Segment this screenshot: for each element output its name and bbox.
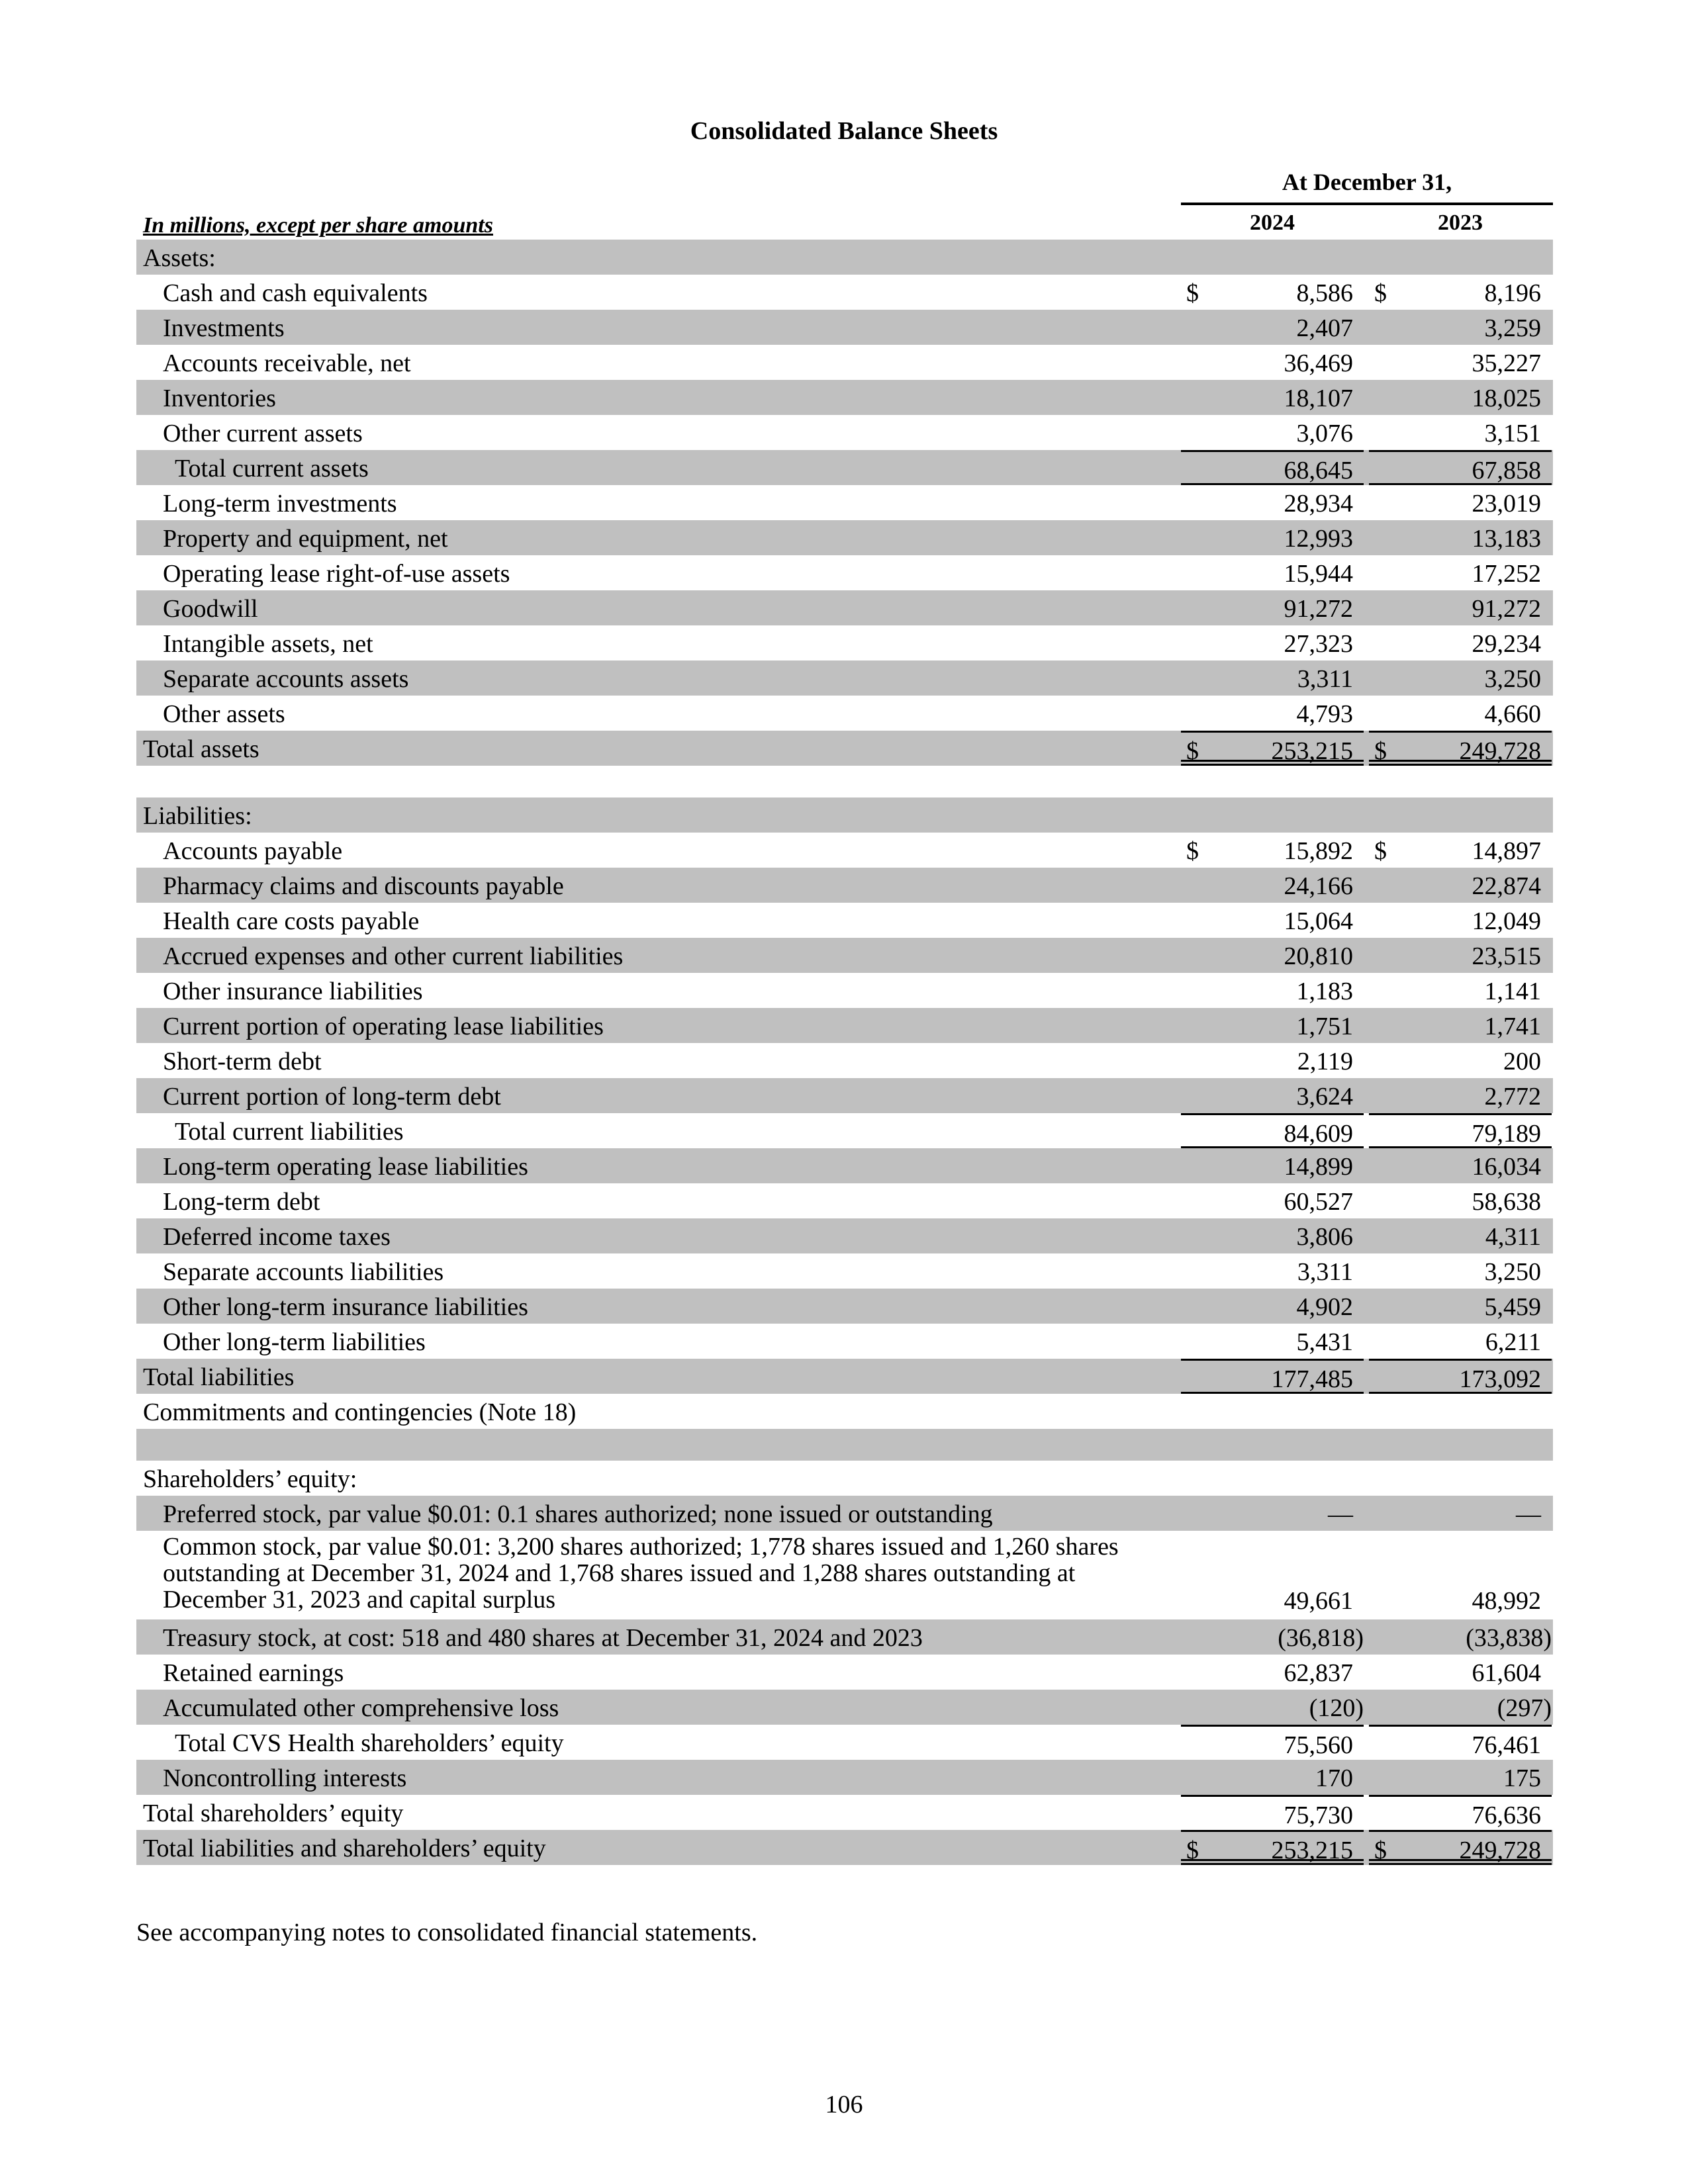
value-2023: 1,741 — [1484, 1013, 1541, 1040]
value-cell-2024 — [1181, 1148, 1364, 1183]
value-2024: 170 — [1315, 1764, 1353, 1792]
row-label: Short-term debt — [163, 1048, 322, 1075]
value-2024: 84,609 — [1284, 1120, 1353, 1148]
value-2024: 24,166 — [1284, 872, 1353, 900]
value-cell-2024 — [1181, 310, 1364, 345]
value-2023: 91,272 — [1472, 595, 1541, 623]
value-2023: 67,858 — [1472, 457, 1541, 484]
table-body — [136, 240, 1553, 1865]
table-row — [136, 696, 1553, 731]
value-2024: 1,751 — [1296, 1013, 1353, 1040]
value-2024: 18,107 — [1284, 385, 1353, 412]
table-row — [136, 625, 1553, 660]
value-2024: 15,064 — [1284, 907, 1353, 935]
value-2023: 29,234 — [1472, 630, 1541, 658]
table-row — [136, 1008, 1553, 1043]
value-2024: 12,993 — [1284, 525, 1353, 553]
value-2023: 35,227 — [1472, 349, 1541, 377]
row-label: Goodwill — [163, 595, 258, 623]
row-label: Assets: — [143, 244, 216, 272]
value-cell-2023 — [1369, 1760, 1552, 1795]
currency-symbol: $ — [1186, 837, 1199, 865]
value-cell-2024 — [1181, 1531, 1364, 1619]
row-label: Cash and cash equivalents — [163, 279, 428, 307]
value-2023: 3,259 — [1484, 314, 1541, 342]
value-cell-2024 — [1181, 520, 1364, 555]
value-2023: 14,897 — [1472, 837, 1541, 865]
value-cell-2023 — [1369, 1113, 1552, 1148]
value-2023: 22,874 — [1472, 872, 1541, 900]
spacer-row — [136, 766, 1553, 797]
value-cell-2024 — [1181, 485, 1364, 520]
row-label: Total current assets — [175, 455, 369, 482]
row-label: Liabilities: — [143, 802, 252, 830]
table-row — [136, 1496, 1553, 1531]
row-label: Investments — [163, 314, 285, 342]
value-cell-2023 — [1369, 1690, 1552, 1725]
table-row — [136, 660, 1553, 696]
value-2023: 13,183 — [1472, 525, 1541, 553]
currency-symbol: $ — [1186, 737, 1199, 765]
table-row — [136, 797, 1553, 833]
row-label: Retained earnings — [163, 1659, 344, 1687]
value-cell-2024 — [1181, 345, 1364, 380]
currency-symbol: $ — [1374, 837, 1387, 865]
value-cell-2024 — [1181, 415, 1364, 450]
value-cell-2024 — [1181, 1795, 1364, 1830]
value-2023: 8,196 — [1484, 279, 1541, 307]
value-cell-2023 — [1369, 938, 1552, 973]
table-row — [136, 1760, 1553, 1795]
value-cell-2024 — [1181, 731, 1364, 766]
value-2023: 5,459 — [1484, 1293, 1541, 1321]
value-cell-2023 — [1369, 1078, 1552, 1113]
table-row — [136, 1394, 1553, 1429]
table-row — [136, 590, 1553, 625]
table-row — [136, 1795, 1553, 1830]
value-cell-2024 — [1181, 1655, 1364, 1690]
value-2024: 60,527 — [1284, 1188, 1353, 1216]
value-2023: 16,034 — [1472, 1153, 1541, 1181]
value-cell-2023 — [1369, 1183, 1552, 1218]
value-cell-2023 — [1369, 1253, 1552, 1289]
value-cell-2024 — [1181, 1043, 1364, 1078]
value-2024: 1,183 — [1296, 978, 1353, 1005]
row-label: Intangible assets, net — [163, 630, 373, 658]
value-cell-2024 — [1181, 1324, 1364, 1359]
table-row — [136, 1078, 1553, 1113]
value-2024: 14,899 — [1284, 1153, 1353, 1181]
value-2024: 8,586 — [1296, 279, 1353, 307]
row-label: Total liabilities and shareholders’ equity — [143, 1835, 546, 1862]
value-cell-2023 — [1369, 868, 1552, 903]
value-cell-2023 — [1369, 660, 1552, 696]
spacer-row — [136, 1429, 1553, 1461]
value-cell-2024 — [1181, 450, 1364, 485]
row-label: Noncontrolling interests — [163, 1764, 407, 1792]
table-row — [136, 1324, 1553, 1359]
value-2024: (36,818) — [1278, 1624, 1364, 1652]
table-row — [136, 415, 1553, 450]
row-label: Total liabilities — [143, 1363, 295, 1391]
value-2023: 3,250 — [1484, 665, 1541, 693]
value-cell-2023 — [1369, 1289, 1552, 1324]
column-header-row — [136, 205, 1553, 240]
table-row — [136, 1148, 1553, 1183]
value-2024: 27,323 — [1284, 630, 1353, 658]
value-2024: 253,215 — [1271, 737, 1353, 765]
value-2023: 2,772 — [1484, 1083, 1541, 1111]
value-2024: 20,810 — [1284, 942, 1353, 970]
value-cell-2023 — [1369, 310, 1552, 345]
value-2023: — — [1516, 1500, 1541, 1528]
table-row — [136, 973, 1553, 1008]
table-row — [136, 731, 1553, 766]
value-cell-2024 — [1181, 973, 1364, 1008]
row-label: Total assets — [143, 735, 259, 763]
value-2023: 4,660 — [1484, 700, 1541, 728]
value-2023: (33,838) — [1466, 1624, 1552, 1652]
page-number: 106 — [825, 2091, 863, 2118]
value-cell-2024 — [1181, 1830, 1364, 1865]
value-cell-2024 — [1181, 1496, 1364, 1531]
value-cell-2023 — [1369, 520, 1552, 555]
value-2023: 249,728 — [1459, 1837, 1541, 1864]
table-row — [136, 380, 1553, 415]
value-cell-2023 — [1369, 1795, 1552, 1830]
value-cell-2024 — [1181, 660, 1364, 696]
value-2024: 3,806 — [1296, 1223, 1353, 1251]
value-cell-2023 — [1369, 345, 1552, 380]
value-2024: 4,793 — [1296, 700, 1353, 728]
table-row — [136, 485, 1553, 520]
value-2024: (120) — [1309, 1694, 1364, 1722]
row-label: Deferred income taxes — [163, 1223, 391, 1251]
value-2023: 76,461 — [1472, 1731, 1541, 1759]
value-cell-2024 — [1181, 625, 1364, 660]
value-2024: 3,624 — [1296, 1083, 1353, 1111]
row-label: Inventories — [163, 385, 276, 412]
table-row — [136, 903, 1553, 938]
value-cell-2024 — [1181, 696, 1364, 731]
table-row — [136, 1113, 1553, 1148]
value-cell-2024 — [1181, 275, 1364, 310]
currency-symbol: $ — [1374, 737, 1387, 765]
value-2023: 58,638 — [1472, 1188, 1541, 1216]
currency-symbol: $ — [1374, 1837, 1387, 1864]
value-2024: 3,311 — [1297, 1258, 1353, 1286]
row-label: Accounts receivable, net — [163, 349, 411, 377]
units-label: In millions, except per share amounts — [143, 213, 493, 238]
table-row — [136, 1690, 1553, 1725]
table-row — [136, 1531, 1553, 1619]
row-label: Accounts payable — [163, 837, 343, 865]
value-cell-2023 — [1369, 625, 1552, 660]
value-cell-2023 — [1369, 1531, 1552, 1619]
row-label: Pharmacy claims and discounts payable — [163, 872, 564, 900]
row-label: Other long-term liabilities — [163, 1328, 426, 1356]
value-2024: 5,431 — [1296, 1328, 1353, 1356]
value-2023: 3,250 — [1484, 1258, 1541, 1286]
table-row — [136, 1725, 1553, 1760]
currency-symbol: $ — [1186, 279, 1199, 307]
value-2024: 15,944 — [1284, 560, 1353, 588]
value-2023: 17,252 — [1472, 560, 1541, 588]
row-label: Preferred stock, par value $0.01: 0.1 shares authorized; none issued or outstanding — [163, 1500, 993, 1528]
value-2024: 49,661 — [1284, 1587, 1353, 1615]
value-2023: 76,636 — [1472, 1801, 1541, 1829]
row-label: Separate accounts liabilities — [163, 1258, 444, 1286]
row-label: Shareholders’ equity: — [143, 1465, 357, 1493]
value-cell-2024 — [1181, 1359, 1364, 1394]
value-2024: 2,119 — [1297, 1048, 1353, 1075]
value-cell-2024 — [1181, 1253, 1364, 1289]
value-2023: 23,019 — [1472, 490, 1541, 518]
footnote: See accompanying notes to consolidated financial statements. — [136, 1919, 758, 1946]
value-2024: 36,469 — [1284, 349, 1353, 377]
table-row — [136, 1183, 1553, 1218]
row-label: Current portion of long-term debt — [163, 1083, 501, 1111]
row-label: Other assets — [163, 700, 285, 728]
value-2023: 200 — [1503, 1048, 1541, 1075]
table-row — [136, 555, 1553, 590]
table-row — [136, 1043, 1553, 1078]
value-cell-2023 — [1369, 555, 1552, 590]
value-cell-2024 — [1181, 1183, 1364, 1218]
row-label: Long-term investments — [163, 490, 397, 518]
value-cell-2023 — [1369, 731, 1552, 766]
table-row — [136, 1655, 1553, 1690]
row-label: Health care costs payable — [163, 907, 420, 935]
row-label: Long-term debt — [163, 1188, 320, 1216]
value-cell-2023 — [1369, 1830, 1552, 1865]
value-2023: 12,049 — [1472, 907, 1541, 935]
row-label: Accumulated other comprehensive loss — [163, 1694, 559, 1722]
value-2024: 68,645 — [1284, 457, 1353, 484]
value-2023: (297) — [1497, 1694, 1552, 1722]
row-label: Other long-term insurance liabilities — [163, 1293, 528, 1321]
value-2024: 28,934 — [1284, 490, 1353, 518]
value-cell-2023 — [1369, 1359, 1552, 1394]
value-cell-2024 — [1181, 1619, 1364, 1655]
value-cell-2024 — [1181, 1218, 1364, 1253]
table-row — [136, 1461, 1553, 1496]
value-cell-2023 — [1369, 1619, 1552, 1655]
value-cell-2023 — [1369, 973, 1552, 1008]
value-2023: 23,515 — [1472, 942, 1541, 970]
table-row — [136, 1218, 1553, 1253]
row-label: Accrued expenses and other current liabilities — [163, 942, 624, 970]
value-cell-2023 — [1369, 485, 1552, 520]
table-row — [136, 1619, 1553, 1655]
row-label: Property and equipment, net — [163, 525, 448, 553]
row-label: Common stock, par value $0.01: 3,200 shares authorized; 1,778 shares issued and 1,260 shares outstanding at December 31, 2024 and 1,768 shares issued and 1,288 shares outstanding at December 31, 2023 and capital surplus — [163, 1533, 1119, 1614]
table-row — [136, 345, 1553, 380]
value-cell-2024 — [1181, 1289, 1364, 1324]
row-label: Total CVS Health shareholders’ equity — [175, 1729, 564, 1757]
row-label: Long-term operating lease liabilities — [163, 1153, 528, 1181]
value-2024: 75,560 — [1284, 1731, 1353, 1759]
value-cell-2024 — [1181, 833, 1364, 868]
value-2023: 173,092 — [1459, 1365, 1541, 1393]
value-cell-2023 — [1369, 415, 1552, 450]
row-label: Other insurance liabilities — [163, 978, 423, 1005]
value-2023: 79,189 — [1472, 1120, 1541, 1148]
value-cell-2024 — [1181, 590, 1364, 625]
value-cell-2023 — [1369, 1725, 1552, 1760]
value-cell-2024 — [1181, 1760, 1364, 1795]
value-cell-2023 — [1369, 696, 1552, 731]
value-2024: — — [1328, 1500, 1353, 1528]
value-2023: 3,151 — [1484, 420, 1541, 447]
row-label: Other current assets — [163, 420, 363, 447]
period-header: At December 31, — [1181, 168, 1553, 205]
value-2023: 18,025 — [1472, 385, 1541, 412]
value-cell-2023 — [1369, 1324, 1552, 1359]
value-cell-2023 — [1369, 275, 1552, 310]
value-cell-2023 — [1369, 903, 1552, 938]
row-label: Separate accounts assets — [163, 665, 409, 693]
value-cell-2024 — [1181, 555, 1364, 590]
value-cell-2023 — [1369, 1148, 1552, 1183]
value-2024: 75,730 — [1284, 1801, 1353, 1829]
value-cell-2023 — [1369, 450, 1552, 485]
value-2023: 1,141 — [1484, 978, 1541, 1005]
value-2023: 48,992 — [1472, 1587, 1541, 1615]
value-2024: 4,902 — [1296, 1293, 1353, 1321]
page-title: Consolidated Balance Sheets — [690, 117, 998, 145]
value-cell-2024 — [1181, 380, 1364, 415]
value-cell-2023 — [1369, 1496, 1552, 1531]
value-2024: 15,892 — [1284, 837, 1353, 865]
value-2023: 4,311 — [1485, 1223, 1541, 1251]
currency-symbol: $ — [1186, 1837, 1199, 1864]
column-header-2023: 2023 — [1369, 210, 1552, 242]
value-cell-2024 — [1181, 903, 1364, 938]
value-cell-2023 — [1369, 1043, 1552, 1078]
value-2024: 2,407 — [1296, 314, 1353, 342]
row-label: Total current liabilities — [175, 1118, 404, 1146]
value-cell-2024 — [1181, 868, 1364, 903]
value-cell-2023 — [1369, 590, 1552, 625]
row-label: Commitments and contingencies (Note 18) — [143, 1398, 577, 1426]
value-cell-2024 — [1181, 1690, 1364, 1725]
value-2023: 175 — [1503, 1764, 1541, 1792]
value-cell-2024 — [1181, 938, 1364, 973]
value-cell-2023 — [1369, 833, 1552, 868]
table-row — [136, 1289, 1553, 1324]
table-row — [136, 310, 1553, 345]
row-label: Treasury stock, at cost: 518 and 480 shares at December 31, 2024 and 2023 — [163, 1624, 923, 1652]
row-label: Current portion of operating lease liabilities — [163, 1013, 604, 1040]
table-row — [136, 520, 1553, 555]
row-label: Total shareholders’ equity — [143, 1799, 404, 1827]
value-cell-2024 — [1181, 1008, 1364, 1043]
value-2024: 62,837 — [1284, 1659, 1353, 1687]
value-2024: 253,215 — [1271, 1837, 1353, 1864]
value-cell-2023 — [1369, 1218, 1552, 1253]
value-cell-2024 — [1181, 1725, 1364, 1760]
table-row — [136, 868, 1553, 903]
table-row — [136, 450, 1553, 485]
table-row — [136, 275, 1553, 310]
column-header-2024: 2024 — [1181, 210, 1364, 242]
table-row — [136, 1359, 1553, 1394]
value-cell-2023 — [1369, 1655, 1552, 1690]
value-2023: 61,604 — [1472, 1659, 1541, 1687]
table-row — [136, 833, 1553, 868]
value-cell-2023 — [1369, 1008, 1552, 1043]
row-label: Operating lease right-of-use assets — [163, 560, 510, 588]
table-row — [136, 1830, 1553, 1865]
value-cell-2023 — [1369, 380, 1552, 415]
value-cell-2024 — [1181, 1078, 1364, 1113]
value-2024: 177,485 — [1271, 1365, 1353, 1393]
value-cell-2024 — [1181, 1113, 1364, 1148]
value-2023: 249,728 — [1459, 737, 1541, 765]
value-2023: 6,211 — [1485, 1328, 1541, 1356]
value-2024: 3,076 — [1296, 420, 1353, 447]
value-2024: 3,311 — [1297, 665, 1353, 693]
currency-symbol: $ — [1374, 279, 1387, 307]
table-row — [136, 240, 1553, 275]
table-row — [136, 938, 1553, 973]
table-row — [136, 1253, 1553, 1289]
value-2024: 91,272 — [1284, 595, 1353, 623]
